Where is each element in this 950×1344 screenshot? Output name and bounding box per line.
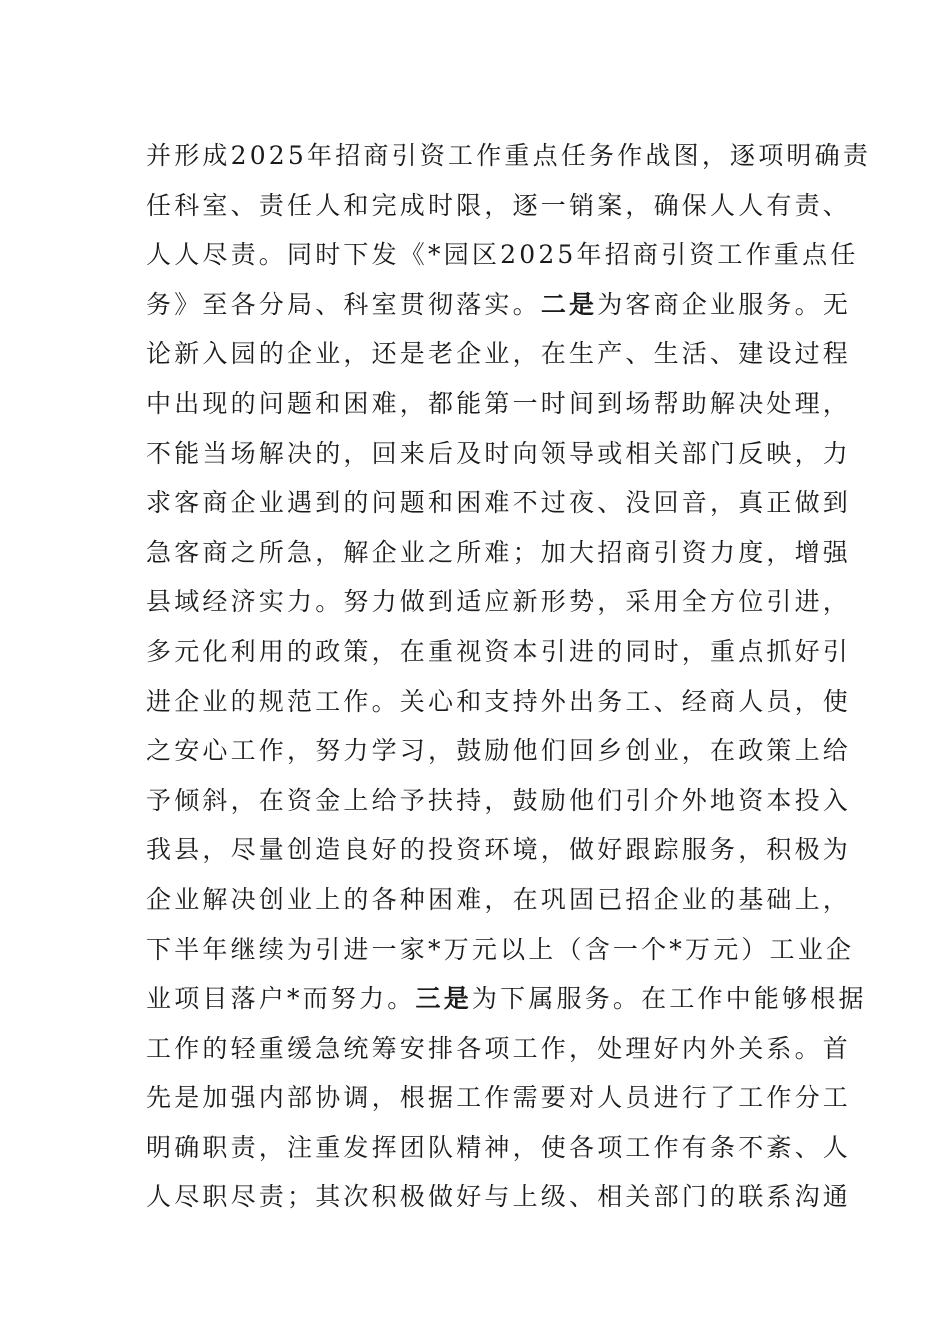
text-line: 先是加强内部协调，根据工作需要对人员进行了工作分工	[146, 1083, 852, 1113]
bold-marker-second: 二是	[540, 289, 598, 319]
text-line: 工作的轻重缓急统筹安排各项工作，处理好内外关系。首	[146, 1033, 852, 1063]
text-line: 并形成2025年招商引资工作重点任务作战图，逐项明确责	[146, 141, 872, 170]
text-line: 明确职责，注重发挥团队精神，使各项工作有条不紊、人	[146, 1132, 852, 1162]
text-line: 不能当场解决的，回来后及时向领导或相关部门反映，力	[146, 438, 852, 468]
text-segment: 务》至各分局、科室贯彻落实。	[146, 289, 541, 319]
text-line: 多元化利用的政策，在重视资本引进的同时，重点抓好引	[146, 636, 852, 666]
text-line: 人尽职尽责；其次积极做好与上级、相关部门的联系沟通	[146, 1182, 852, 1212]
text-line: 我县，尽量创造良好的投资环境，做好跟踪服务，积极为	[146, 835, 852, 865]
text-segment: 为下属服务。在工作中能够根据	[471, 984, 867, 1014]
text-segment: 为客商企业服务。无	[597, 289, 852, 319]
body-paragraph	[146, 131, 872, 1222]
text-line: 企业解决创业上的各种困难，在巩固已招企业的基础上，	[146, 884, 852, 914]
text-line: 急客商之所急，解企业之所难；加大招商引资力度，增强	[146, 537, 852, 567]
text-line: 中出现的问题和困难，都能第一时间到场帮助解决处理，	[146, 388, 852, 418]
text-line: 进企业的规范工作。关心和支持外出务工、经商人员，使	[146, 686, 852, 716]
text-line: 予倾斜，在资金上给予扶持，鼓励他们引介外地资本投入	[146, 785, 852, 815]
text-line: 下半年继续为引进一家*万元以上（含一个*万元）工业企	[146, 934, 855, 964]
text-line: 任科室、责任人和完成时限，逐一销案，确保人人有责、	[146, 190, 852, 220]
text-line: 县域经济实力。努力做到适应新形势，采用全方位引进，	[146, 587, 852, 617]
text-line: 人人尽责。同时下发《*园区2025年招商引资工作重点任	[146, 240, 859, 270]
bold-marker-third: 三是	[415, 984, 472, 1014]
text-line: 论新入园的企业，还是老企业，在生产、生活、建设过程	[146, 339, 852, 369]
text-line: 求客商企业遇到的问题和困难不过夜、没回音，真正做到	[146, 488, 852, 518]
text-line	[146, 974, 867, 1024]
text-segment: 业项目落户*而努力。	[146, 984, 416, 1014]
text-line	[146, 280, 852, 330]
text-line: 之安心工作，努力学习，鼓励他们回乡创业，在政策上给	[146, 736, 852, 766]
